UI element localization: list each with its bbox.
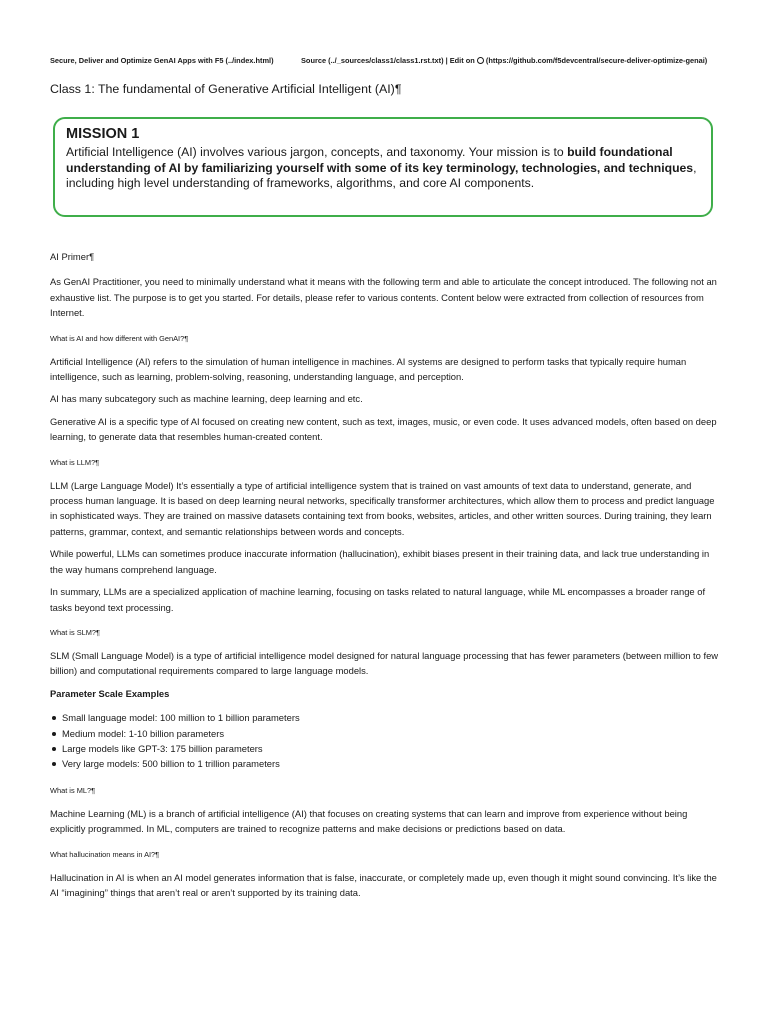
github-icon <box>477 57 484 64</box>
ml-paragraph-1: Machine Learning (ML) is a branch of artificial intelligence (AI) that focuses on creating systems that can learn and improve from experience without being explicitly programmed. In ML, computers are trained to recognize patterns and make decisions or predictions based on data. <box>50 807 688 835</box>
section-heading-ai-primer: AI Primer¶ <box>50 251 95 262</box>
mission-heading: MISSION 1 <box>66 126 140 142</box>
mission-box <box>53 117 713 217</box>
parameter-scale-heading: Parameter Scale Examples <box>50 687 170 699</box>
ai-paragraph-1: Artificial Intelligence (AI) refers to the simulation of human intelligence in machines. AI systems are designed to perform tasks that typically require human intelligence, such as learning, problem-solving, reasoning, understanding language, and perception. <box>50 355 687 383</box>
llm-paragraph-1: LLM (Large Language Model) It’s essentially a type of artificial intelligence system that is trained on vast amounts of text data to understand, generate, and process human language. It is based on deep learning neural networks, specifically transformer architectures, which allow them to process and predict language in sophisticated ways. They are trained on massive datasets containing text from books, websites, articles, and other written sources. During training, they learn patterns, grammar, context, and semantic relationships between words and concepts. <box>50 479 715 537</box>
mission-text-bold: build foundational understanding of AI by familiarizing yourself with some of its key terminology, technologies, and techniques <box>66 145 694 175</box>
list-item: Medium model: 1-10 billion parameters <box>62 726 720 741</box>
heading-what-is-slm: What is SLM?¶ <box>50 627 100 637</box>
heading-what-is-llm: What is LLM?¶ <box>50 457 100 467</box>
primer-intro: As GenAI Practitioner, you need to minimally understand what it means with the following term and able to articulate the concept introduced. The following not an exhaustive list. The purpose is to get you started. For details, please refer to various contents. Content below were extracted from collection of resources from Internet. <box>50 276 717 319</box>
slm-paragraph-1: SLM (Small Language Model) is a type of artificial intelligence model designed for natural language processing that has fewer parameters (between million to few billion) and computational requirements compared to large language models. <box>50 649 719 677</box>
llm-paragraph-3: In summary, LLMs are a specialized application of machine learning, focusing on tasks related to natural language, while ML encompasses a broader range of tasks beyond text processing. <box>50 586 706 613</box>
page-title: Class 1: The fundamental of Generative Artificial Intelligent (AI)¶ <box>50 82 402 96</box>
home-link[interactable]: Secure, Deliver and Optimize GenAI Apps with F5 (../index.html) <box>50 56 274 65</box>
list-item: Very large models: 500 billion to 1 trillion parameters <box>62 756 720 771</box>
llm-paragraph-2: While powerful, LLMs can sometimes produce inaccurate information (hallucination), exhibit biases present in their training data, and lack true understanding in the way humans comprehend language. <box>50 548 710 575</box>
list-item: Small language model: 100 million to 1 billion parameters <box>62 710 720 725</box>
top-bar <box>50 56 750 65</box>
source-links <box>301 56 707 65</box>
hallucination-paragraph-1: Hallucination in AI is when an AI model generates information that is false, inaccurate, or completely made up, even though it might sound convincing. It’s like the AI “imagining” things that aren’t real or aren’t supported by its training data. <box>50 871 717 898</box>
mission-text: Artificial Intelligence (AI) involves various jargon, concepts, and taxonomy. Your mission is to build foundational understanding of AI by familiarizing yourself with some of its key terminology, technologies, and techniques, including high level understanding of frameworks, algorithms, and core AI components. <box>66 145 697 190</box>
parameter-scale-list <box>50 710 720 772</box>
list-item: Large models like GPT-3: 175 billion parameters <box>62 741 720 756</box>
ai-paragraph-2: AI has many subcategory such as machine learning, deep learning and etc. <box>50 393 363 405</box>
heading-what-is-hallucination: What hallucination means in AI?¶ <box>50 849 160 859</box>
heading-what-is-ai: What is AI and how different with GenAI?¶ <box>50 333 189 343</box>
content <box>50 249 720 900</box>
ai-paragraph-3: Generative AI is a specific type of AI focused on creating new content, such as text, images, music, or even code. It uses advanced models, often based on deep learning, to generate data that resembles human-created content. <box>50 415 717 443</box>
source-link[interactable]: Source (../_sources/class1/class1.rst.txt) | Edit on <box>301 56 475 65</box>
heading-what-is-ml: What is ML?¶ <box>50 785 96 795</box>
github-link[interactable]: (https://github.com/f5devcentral/secure-deliver-optimize-genai) <box>485 56 708 65</box>
